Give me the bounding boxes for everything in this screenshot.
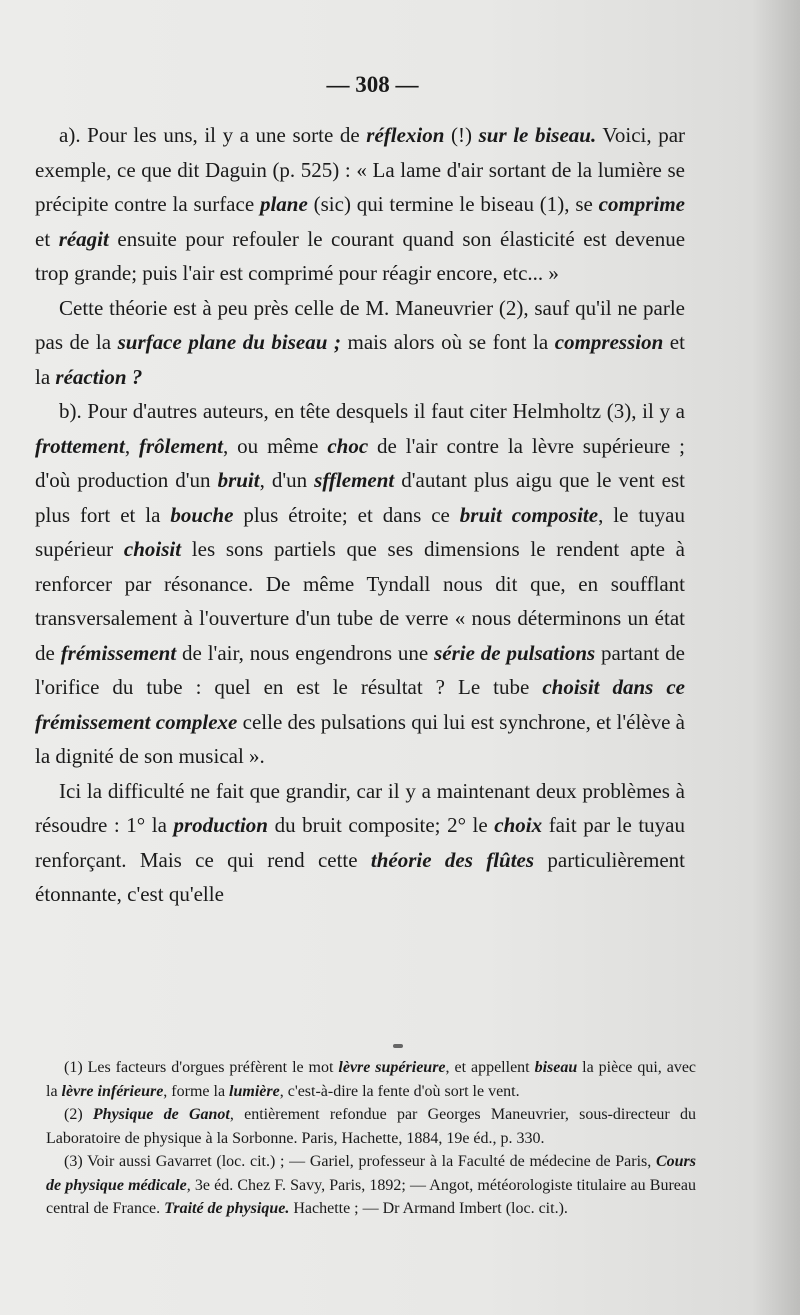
italic-run: choc [327, 433, 369, 458]
text-run: de l'air contre la lèvre supérieure ; d'où production d'un [35, 433, 686, 492]
text-run: la pièce qui, avec la [46, 1059, 697, 1100]
italic-run: bruit [217, 468, 260, 492]
italic-run: bruit composite [459, 502, 599, 527]
text-run: d'autant plus aigu que le vent est plus fort et la [35, 468, 685, 527]
text-run: , c'est-à-dire la fente d'où sort le vent. [279, 1082, 520, 1100]
text-run: , d'un [259, 468, 315, 492]
page-number: — 308 — [326, 72, 419, 97]
text-run: , [124, 433, 139, 458]
italic-run: plane [259, 192, 308, 216]
italic-run: sur le biseau. [478, 123, 597, 147]
text-run: (1) Les facteurs d'orgues préfèrent le mot [64, 1059, 339, 1076]
text-run: mais alors où se font la [340, 330, 555, 354]
text-run: (sic) qui termine le biseau (1), se [307, 192, 599, 216]
italic-run: bouche [170, 502, 234, 527]
text-run: (2) [64, 1106, 93, 1123]
italic-run: production [173, 813, 268, 837]
text-run: , et appellent [445, 1059, 535, 1076]
italic-run: réagit [58, 226, 109, 251]
footnote-separator [393, 1044, 403, 1048]
text-run: ensuite pour refouler le courant quand son élasticité est devenue trop grande; puis l'air est comprimé pour réagir encore, etc... » [35, 226, 686, 285]
italic-run: Cours de physique médicale [46, 1153, 696, 1194]
italic-run: Traité de physique. [164, 1200, 290, 1217]
text-run: , 3e éd. Chez F. Savy, Paris, 1892; — Angot, météorologiste titulaire au Bureau central de France. [46, 1176, 696, 1217]
footnotes [46, 1056, 696, 1221]
footnote-1 [46, 1056, 696, 1103]
italic-run: lèvre supérieure [338, 1059, 446, 1076]
paragraph-reflexion [35, 118, 685, 291]
text-run: b). Pour d'autres auteurs, en tête desquels il faut citer Helmholtz (3), il y a [59, 399, 685, 423]
italic-run: comprime [598, 192, 685, 216]
text-run: a). Pour les uns, il y a une sorte de [59, 123, 367, 147]
body-text [35, 118, 685, 912]
text-run: fait par le tuyau renforçant. Mais ce qui rend cette [35, 813, 686, 872]
paragraph-difficulte [35, 774, 685, 912]
text-run: , entièrement refondue par Georges Maneuvrier, sous-directeur du Laboratoire de physique à la Sorbonne. Paris, Hachette, 1884, 19e éd., p. 330. [46, 1106, 697, 1147]
text-run: Cette théorie est à peu près celle de M. Maneuvrier (2), sauf qu'il ne parle pas de la [35, 295, 685, 354]
text-run: , forme la [163, 1082, 230, 1100]
italic-run: biseau [534, 1059, 578, 1076]
paragraph-maneuvrier [35, 291, 685, 395]
text-run: Voici, par exemple, ce que dit Daguin (p. 525) : « La lame d'air sortant de la lumière se précipite contre la surface [35, 123, 686, 216]
text-run: et la [35, 330, 685, 389]
italic-run: compression [554, 330, 664, 354]
text-run: , ou même [223, 433, 328, 458]
text-run: et [35, 226, 59, 251]
footnote-3 [46, 1150, 696, 1221]
italic-run: théorie des flûtes [370, 847, 535, 872]
text-run: de l'air, nous engendrons une [176, 640, 435, 665]
text-run: Hachette ; — Dr Armand Imbert (loc. cit.). [289, 1200, 568, 1217]
italic-run: choisit dans ce frémissement complexe [35, 675, 685, 734]
italic-run: série de pulsations [434, 640, 596, 665]
italic-run: frottement [35, 433, 125, 458]
footnote-2 [46, 1103, 696, 1150]
italic-run: lèvre inférieure [61, 1082, 164, 1100]
text-run: plus étroite; et dans ce [233, 502, 460, 527]
italic-run: surface plane du biseau ; [117, 330, 341, 354]
italic-run: frôlement [139, 433, 223, 458]
text-run: , le tuyau supérieur [35, 502, 685, 561]
text-run: partant de l'orifice du tube : quel en est le résultat ? Le tube [35, 640, 686, 699]
italic-run: sfflement [314, 468, 395, 492]
text-run: (!) [444, 123, 479, 147]
italic-run: Physique de Ganot [92, 1106, 230, 1123]
text-run: celle des pulsations qui lui est synchrone, et l'élève à la dignité de son musical ». [35, 709, 686, 768]
text-run: les sons partiels que ses dimensions le rendent apte à renforcer par résonance. De même Tyndall nous dit que, en soufflant transversalement à l'ouverture d'un tube de verre « nous déterminons un état de [35, 537, 685, 665]
text-run: particulièrement étonnante, c'est qu'elle [35, 847, 685, 906]
paragraph-frottement [35, 394, 685, 774]
italic-run: choix [494, 813, 543, 837]
italic-run: choisit [123, 537, 182, 561]
text-run: Ici la difficulté ne fait que grandir, car il y a maintenant deux problèmes à résoudre : 1° la [35, 778, 685, 837]
italic-run: lumière [229, 1082, 280, 1100]
italic-run: réflexion [366, 123, 445, 147]
text-run: du bruit composite; 2° le [268, 813, 495, 837]
italic-run: frémissement [60, 640, 177, 665]
italic-run: réaction ? [55, 364, 143, 389]
text-run: (3) Voir aussi Gavarret (loc. cit.) ; — Gariel, professeur à la Faculté de médecine de Paris, [64, 1153, 656, 1170]
